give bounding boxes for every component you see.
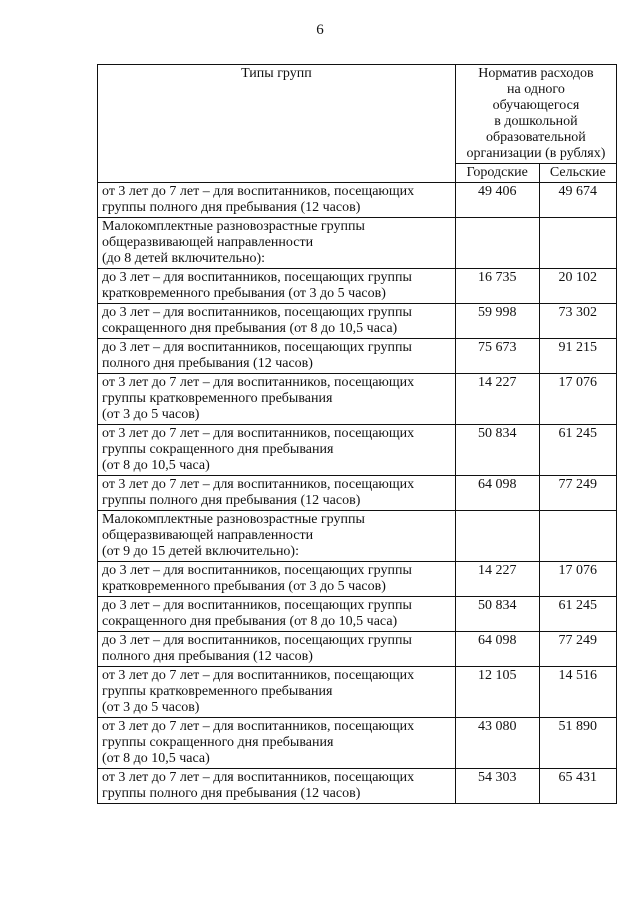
group-type-cell (98, 304, 456, 339)
city-value: 50 834 (455, 597, 539, 632)
cell-line: (от 3 до 5 часов) (102, 700, 200, 715)
cell-line: от 3 лет до 7 лет – для воспитанников, посещающих (102, 184, 415, 199)
cell-line: группы кратковременного пребывания (102, 684, 333, 699)
city-value: 54 303 (455, 769, 539, 804)
cell-line: группы сокращенного дня пребывания (102, 735, 334, 750)
table-row (98, 476, 617, 511)
cell-line: группы полного дня пребывания (12 часов) (102, 200, 361, 215)
cell-line: (до 8 детей включительно): (102, 251, 266, 266)
cell-line: до 3 лет – для воспитанников, посещающих группы (102, 340, 412, 355)
header-city: Городские (455, 164, 539, 183)
cell-line: Малокомплектные разновозрастные группы (102, 512, 365, 527)
section-row (98, 218, 617, 269)
cell-line: сокращенного дня пребывания (от 8 до 10,5 часа) (102, 321, 398, 336)
cell-line: до 3 лет – для воспитанников, посещающих группы (102, 270, 412, 285)
header-norm-line: образовательной (486, 130, 586, 145)
cell-line: до 3 лет – для воспитанников, посещающих группы (102, 563, 412, 578)
cell-line: кратковременного пребывания (от 3 до 5 часов) (102, 579, 386, 594)
group-type-cell (98, 667, 456, 718)
norms-table (97, 64, 617, 804)
section-title (98, 511, 456, 562)
cell-line: (от 3 до 5 часов) (102, 407, 200, 422)
rural-value (539, 218, 616, 269)
cell-line: полного дня пребывания (12 часов) (102, 649, 313, 664)
city-value: 49 406 (455, 183, 539, 218)
city-value (455, 218, 539, 269)
city-value (455, 511, 539, 562)
table-row (98, 769, 617, 804)
cell-line: общеразвивающей направленности (102, 235, 314, 250)
city-value: 14 227 (455, 562, 539, 597)
table-row (98, 183, 617, 218)
group-type-cell (98, 769, 456, 804)
header-norm-line: организации (в рублях) (466, 146, 606, 161)
cell-line: группы полного дня пребывания (12 часов) (102, 493, 361, 508)
city-value: 64 098 (455, 632, 539, 667)
city-value: 14 227 (455, 374, 539, 425)
rural-value: 61 245 (539, 425, 616, 476)
group-type-cell (98, 183, 456, 218)
group-type-cell (98, 718, 456, 769)
cell-line: до 3 лет – для воспитанников, посещающих группы (102, 633, 412, 648)
header-group-types: Типы групп (98, 65, 456, 183)
cell-line: (от 9 до 15 детей включительно): (102, 544, 299, 559)
rural-value: 49 674 (539, 183, 616, 218)
city-value: 16 735 (455, 269, 539, 304)
rural-value (539, 511, 616, 562)
group-type-cell (98, 339, 456, 374)
cell-line: Малокомплектные разновозрастные группы (102, 219, 365, 234)
city-value: 12 105 (455, 667, 539, 718)
table-row (98, 718, 617, 769)
rural-value: 73 302 (539, 304, 616, 339)
page-number: 6 (316, 22, 324, 38)
rural-value: 77 249 (539, 632, 616, 667)
rural-value: 17 076 (539, 562, 616, 597)
cell-line: общеразвивающей направленности (102, 528, 314, 543)
cell-line: от 3 лет до 7 лет – для воспитанников, посещающих (102, 426, 415, 441)
rural-value: 20 102 (539, 269, 616, 304)
cell-line: от 3 лет до 7 лет – для воспитанников, посещающих (102, 477, 415, 492)
cell-line: от 3 лет до 7 лет – для воспитанников, посещающих (102, 375, 415, 390)
table-row (98, 667, 617, 718)
header-norm (455, 65, 616, 164)
cell-line: (от 8 до 10,5 часа) (102, 458, 210, 473)
group-type-cell (98, 476, 456, 511)
cell-line: от 3 лет до 7 лет – для воспитанников, посещающих (102, 770, 415, 785)
group-type-cell (98, 597, 456, 632)
table-body (98, 183, 617, 804)
rural-value: 17 076 (539, 374, 616, 425)
cell-line: группы кратковременного пребывания (102, 391, 333, 406)
city-value: 50 834 (455, 425, 539, 476)
cell-line: (от 8 до 10,5 часа) (102, 751, 210, 766)
city-value: 59 998 (455, 304, 539, 339)
cell-line: от 3 лет до 7 лет – для воспитанников, посещающих (102, 668, 415, 683)
city-value: 43 080 (455, 718, 539, 769)
table-row (98, 269, 617, 304)
table-row (98, 425, 617, 476)
header-norm-line: обучающегося (492, 98, 580, 113)
cell-line: до 3 лет – для воспитанников, посещающих группы (102, 305, 412, 320)
cell-line: до 3 лет – для воспитанников, посещающих группы (102, 598, 412, 613)
table-row (98, 597, 617, 632)
city-value: 64 098 (455, 476, 539, 511)
rural-value: 51 890 (539, 718, 616, 769)
cell-line: кратковременного пребывания (от 3 до 5 часов) (102, 286, 386, 301)
table-row (98, 304, 617, 339)
cell-line: полного дня пребывания (12 часов) (102, 356, 313, 371)
group-type-cell (98, 425, 456, 476)
cell-line: группы полного дня пребывания (12 часов) (102, 786, 361, 801)
rural-value: 14 516 (539, 667, 616, 718)
table-row (98, 339, 617, 374)
rural-value: 91 215 (539, 339, 616, 374)
group-type-cell (98, 269, 456, 304)
rural-value: 65 431 (539, 769, 616, 804)
header-rural: Сельские (539, 164, 616, 183)
group-type-cell (98, 632, 456, 667)
group-type-cell (98, 374, 456, 425)
header-norm-line: Норматив расходов (478, 66, 594, 81)
header-norm-line: в дошкольной (494, 114, 578, 129)
table-row (98, 374, 617, 425)
table-row (98, 562, 617, 597)
cell-line: от 3 лет до 7 лет – для воспитанников, посещающих (102, 719, 415, 734)
city-value: 75 673 (455, 339, 539, 374)
group-type-cell (98, 562, 456, 597)
table-row (98, 632, 617, 667)
cell-line: группы сокращенного дня пребывания (102, 442, 334, 457)
header-norm-line: на одного (507, 82, 565, 97)
cell-line: сокращенного дня пребывания (от 8 до 10,5 часа) (102, 614, 398, 629)
rural-value: 77 249 (539, 476, 616, 511)
rural-value: 61 245 (539, 597, 616, 632)
section-title (98, 218, 456, 269)
section-row (98, 511, 617, 562)
